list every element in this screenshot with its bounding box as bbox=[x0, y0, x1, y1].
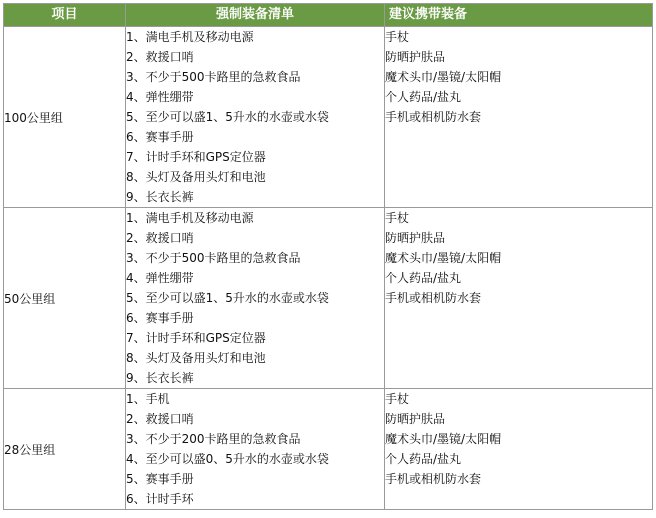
mandatory-item: 6、赛事手册 bbox=[126, 130, 194, 144]
suggested-item: 个人药品/盐丸 bbox=[385, 452, 462, 466]
mandatory-item: 7、计时手环和GPS定位器 bbox=[126, 331, 266, 345]
mandatory-item: 6、计时手环 bbox=[126, 492, 194, 506]
mandatory-item: 1、手机 bbox=[126, 392, 170, 406]
mandatory-item: 2、救援口哨 bbox=[126, 231, 194, 245]
suggested-item: 魔术头巾/墨镜/太阳帽 bbox=[385, 70, 502, 84]
suggested-item: 手杖 bbox=[385, 211, 410, 225]
suggested-item: 魔术头巾/墨镜/太阳帽 bbox=[385, 251, 502, 265]
mandatory-item: 3、不少于500卡路里的急救食品 bbox=[126, 251, 301, 265]
mandatory-item: 5、赛事手册 bbox=[126, 472, 194, 486]
header-group: 项目 bbox=[4, 4, 126, 27]
mandatory-item: 2、救援口哨 bbox=[126, 412, 194, 426]
suggested-list-cell bbox=[385, 208, 653, 389]
mandatory-item: 8、头灯及备用头灯和电池 bbox=[126, 170, 266, 184]
mandatory-item: 9、长衣长裤 bbox=[126, 190, 194, 204]
mandatory-list-cell bbox=[126, 389, 385, 510]
mandatory-list-cell bbox=[126, 27, 385, 208]
header-mandatory: 强制装备清单 bbox=[126, 4, 385, 27]
suggested-item: 手杖 bbox=[385, 392, 410, 406]
mandatory-item: 5、至少可以盛1、5升水的水壶或水袋 bbox=[126, 110, 329, 124]
suggested-item: 个人药品/盐丸 bbox=[385, 271, 462, 285]
group-name-cell: 100公里组 bbox=[4, 27, 126, 208]
gear-table bbox=[3, 3, 653, 510]
suggested-item: 手机或相机防水套 bbox=[385, 291, 482, 305]
mandatory-item: 5、至少可以盛1、5升水的水壶或水袋 bbox=[126, 291, 329, 305]
group-name-cell: 28公里组 bbox=[4, 389, 126, 510]
mandatory-list-cell bbox=[126, 208, 385, 389]
suggested-list-cell bbox=[385, 389, 653, 510]
mandatory-item: 3、不少于500卡路里的急救食品 bbox=[126, 70, 301, 84]
mandatory-item: 1、满电手机及移动电源 bbox=[126, 211, 254, 225]
mandatory-item: 3、不少于200卡路里的急救食品 bbox=[126, 432, 301, 446]
suggested-item: 手机或相机防水套 bbox=[385, 472, 482, 486]
mandatory-item: 7、计时手环和GPS定位器 bbox=[126, 150, 266, 164]
table-body bbox=[4, 27, 653, 510]
mandatory-item: 4、至少可以盛0、5升水的水壶或水袋 bbox=[126, 452, 329, 466]
mandatory-item: 4、弹性绷带 bbox=[126, 90, 194, 104]
table-header-row bbox=[4, 4, 653, 27]
suggested-item: 手杖 bbox=[385, 30, 410, 44]
mandatory-item: 9、长衣长裤 bbox=[126, 371, 194, 385]
mandatory-item: 4、弹性绷带 bbox=[126, 271, 194, 285]
suggested-item: 个人药品/盐丸 bbox=[385, 90, 462, 104]
header-suggested: 建议携带装备 bbox=[385, 4, 653, 27]
suggested-item: 魔术头巾/墨镜/太阳帽 bbox=[385, 432, 502, 446]
mandatory-item: 6、赛事手册 bbox=[126, 311, 194, 325]
table-row bbox=[4, 208, 653, 389]
mandatory-item: 8、头灯及备用头灯和电池 bbox=[126, 351, 266, 365]
table-row bbox=[4, 389, 653, 510]
suggested-item: 防晒护肤品 bbox=[385, 50, 446, 64]
suggested-list-cell bbox=[385, 27, 653, 208]
mandatory-item: 2、救援口哨 bbox=[126, 50, 194, 64]
suggested-item: 手机或相机防水套 bbox=[385, 110, 482, 124]
mandatory-item: 1、满电手机及移动电源 bbox=[126, 30, 254, 44]
table-row bbox=[4, 27, 653, 208]
group-name-cell: 50公里组 bbox=[4, 208, 126, 389]
suggested-item: 防晒护肤品 bbox=[385, 412, 446, 426]
suggested-item: 防晒护肤品 bbox=[385, 231, 446, 245]
